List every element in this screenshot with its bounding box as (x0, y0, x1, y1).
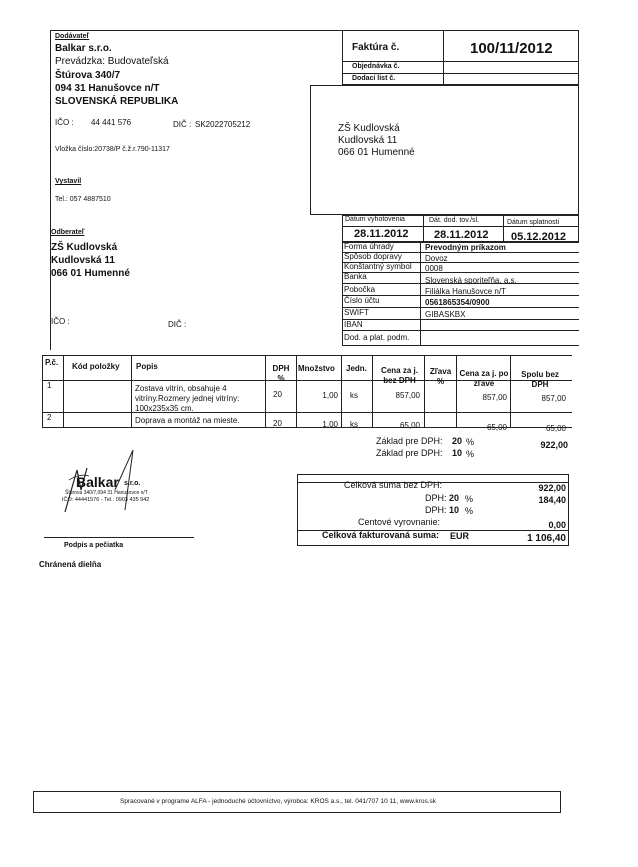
supplier-phone: Tel.: 057 4887510 (55, 196, 111, 203)
row1-pc: 1 (47, 381, 52, 390)
supplier-dic: SK2022705212 (195, 120, 251, 129)
customer-heading: Odberateľ (51, 229, 85, 236)
row2-total: 65,00 (545, 424, 566, 433)
customer-line2: Kudlovská 11 (51, 255, 115, 266)
method-label: Forma úhrady (344, 242, 394, 251)
customer-ico-label: IČO : (51, 317, 70, 326)
signature-label: Podpis a pečiatka (64, 542, 124, 549)
account-value: 0561865354/0900 (425, 298, 490, 307)
base20-value: 922,00 (540, 440, 568, 450)
rounding-label: Centové vyrovnanie: (358, 517, 441, 527)
supplier-ico: 44 441 576 (91, 118, 132, 127)
symbol-value: 0008 (425, 264, 443, 273)
customer-dic-label: DIČ : (168, 320, 187, 329)
th-desc: Popis (136, 362, 158, 371)
row2-unit: ks (350, 420, 358, 429)
vat10-pct: % (465, 506, 474, 516)
swift-label: SWIFT (344, 308, 369, 317)
footer-text: Spracované v programe ALFA - jednoduché účtovníctvo, výrobca: KROS a.s., tel. 041/707 10 11, www.kros.sk (120, 798, 437, 805)
supplier-city: 094 31 Hanušovce n/T (55, 83, 160, 94)
issued-by-label: Vystavil (55, 178, 82, 185)
recipient-line2: Kudlovská 11 (338, 135, 398, 146)
stamp-line2: IČO: 44441576 - Tel.: 0903 435 942 (62, 497, 150, 503)
grand-label: Celková fakturovaná suma: (322, 530, 440, 540)
vat20-value: 184,40 (538, 495, 566, 505)
supplier-street: Štúrova 340/7 (55, 70, 121, 81)
stamp-suffix: s.r.o. (124, 480, 141, 487)
th-code: Kód položky (72, 362, 120, 371)
due-date-label: Dátum splatnosti (507, 219, 560, 226)
row2-price: 65,00 (399, 421, 420, 430)
th-price: Cena za j. bez DPH (381, 366, 418, 385)
th-pc: P.č. (45, 358, 59, 367)
swift-value: GIBASKBX (425, 310, 466, 319)
base20-label: Základ pre DPH: (376, 436, 443, 446)
stamp-name: Balkar (76, 474, 119, 490)
customer-line1: ZŠ Kudlovská (51, 242, 118, 253)
grand-value: 1 106,40 (527, 533, 566, 544)
sum-value: 922,00 (538, 483, 566, 493)
row2-desc: Doprava a montáž na mieste. (135, 416, 240, 425)
row1-price: 857,00 (395, 391, 420, 400)
row1-total: 857,00 (541, 394, 566, 403)
supplier-country: SLOVENSKÁ REPUBLIKA (55, 96, 179, 107)
vat20-pct: % (465, 494, 474, 504)
branch-label: Pobočka (344, 285, 376, 294)
branch-value: Filiálka Hanušovce n/T (425, 287, 506, 296)
supplier-heading: Dodávateľ (55, 33, 90, 40)
row1-desc: Zostava vitrín, obsahuje 4 vitríny.Rozmery jednej vitríny: 100x235x35 cm. (135, 384, 240, 413)
invoice-number: 100/11/2012 (470, 40, 553, 57)
due-date: 05.12.2012 (511, 231, 567, 243)
row2-pc: 2 (47, 413, 52, 422)
issue-date: 28.11.2012 (354, 228, 409, 240)
row2-price-after: 65,00 (486, 423, 507, 432)
supplier-ico-label: IČO : (55, 118, 74, 127)
th-total: Spolu bez DPH (521, 370, 559, 389)
stamp-line1: Štúrova 340/7,094 31 Hanušovce n/T (65, 490, 148, 496)
account-label: Číslo účtu (344, 296, 380, 305)
issue-date-label: Dátum vyhotovenia (345, 216, 405, 223)
row1-price-after: 857,00 (482, 393, 507, 402)
method-value: Prevodným príkazom (425, 243, 506, 252)
bank-label: Banka (344, 272, 367, 281)
delivery-label: Dodací list č. (352, 75, 396, 82)
base10-rate: 10 (452, 448, 463, 458)
supplier-dic-label: DIČ : (173, 120, 192, 129)
recipient-line1: ZŠ Kudlovská (338, 123, 400, 134)
recipient-line3: 066 01 Humenné (338, 147, 415, 158)
base20-pct: % (466, 437, 475, 447)
transport-label: Spôsob dopravy (344, 252, 402, 261)
tax-date-label: Dát. dod. tov./sl. (429, 217, 480, 224)
th-unit: Jedn. (346, 364, 367, 373)
order-label: Objednávka č. (352, 63, 400, 70)
symbol-label: Konštantný symbol (344, 262, 412, 271)
tax-date: 28.11.2012 (434, 229, 489, 241)
supplier-name: Balkar s.r.o. (55, 43, 112, 54)
customer-line3: 066 01 Humenné (51, 268, 130, 279)
base10-pct: % (466, 449, 475, 459)
supplier-branch: Prevádzka: Budovateľská (55, 56, 169, 67)
rounding-value: 0,00 (548, 520, 566, 530)
protected-workshop: Chránená dielňa (39, 560, 102, 569)
vat20-rate: 20 (449, 493, 460, 503)
iban-label: IBAN (344, 320, 363, 329)
sum-label: Celková suma bez DPH: (344, 480, 443, 490)
vat20-label: DPH: (425, 493, 447, 503)
transport-value: Dovoz (425, 254, 448, 263)
supplier-register: Vložka číslo:20738/P č.ž.r.790-11317 (55, 146, 170, 153)
base20-rate: 20 (452, 436, 463, 446)
row1-unit: ks (350, 391, 358, 400)
row2-vat: 20 (273, 419, 282, 428)
th-discount: Zľava % (429, 367, 452, 386)
th-price-after: Cena za j. po zľave (459, 369, 509, 388)
vat10-rate: 10 (449, 505, 460, 515)
base10-label: Základ pre DPH: (376, 448, 443, 458)
bank-value: Slovenská sporiteľňa, a.s. (425, 276, 517, 285)
row1-vat: 20 (273, 390, 282, 399)
vat10-label: DPH: (425, 505, 447, 515)
terms-label: Dod. a plat. podm. (344, 333, 410, 342)
invoice-label: Faktúra č. (352, 42, 400, 53)
th-qty: Množstvo (298, 364, 335, 373)
th-vat: DPH % (272, 364, 290, 383)
grand-currency: EUR (450, 531, 470, 541)
row2-qty: 1,00 (322, 420, 338, 429)
row1-qty: 1,00 (322, 391, 338, 400)
